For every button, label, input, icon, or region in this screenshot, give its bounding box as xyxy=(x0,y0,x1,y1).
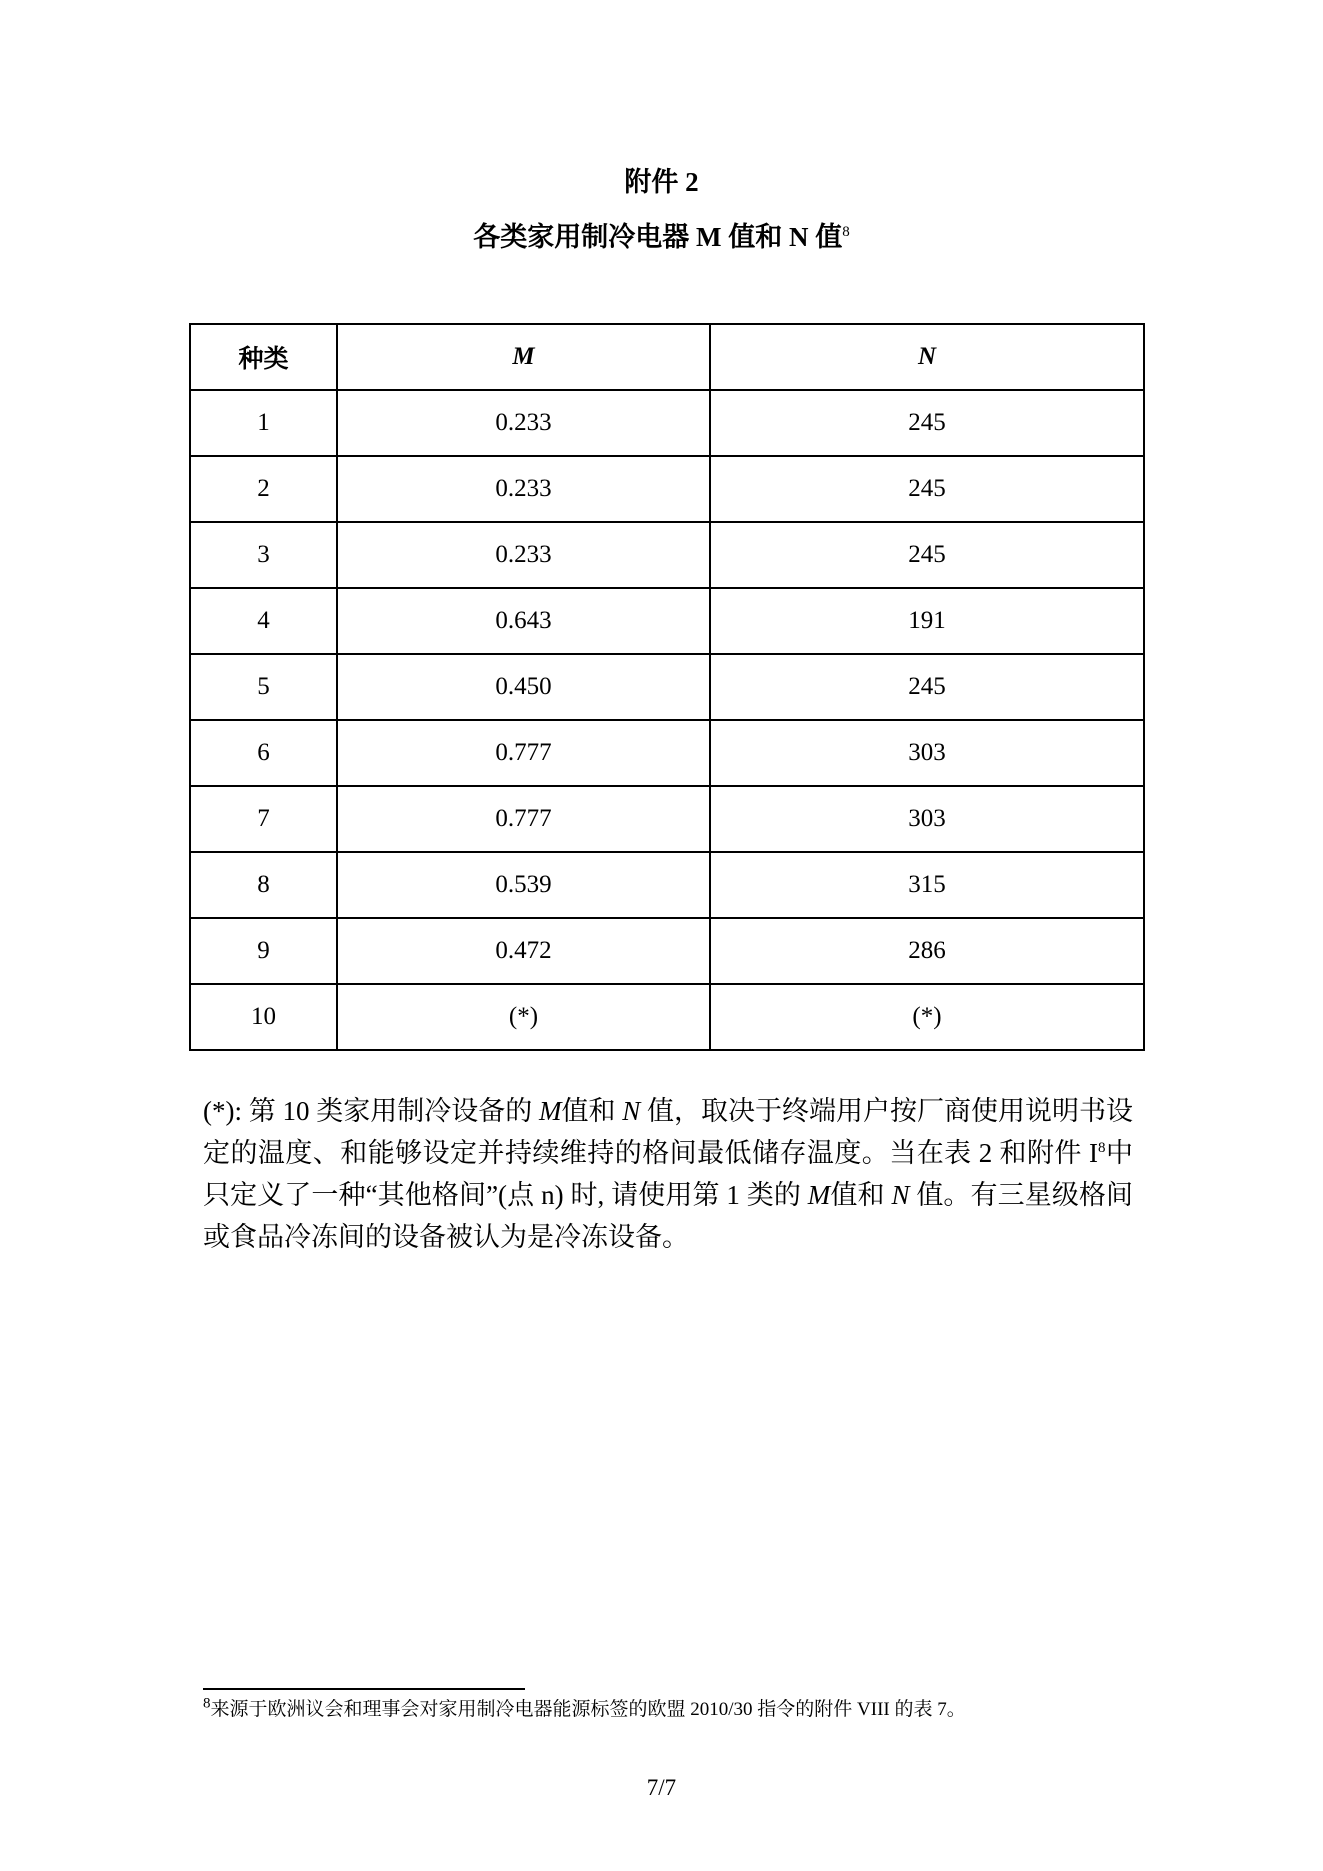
table-row xyxy=(190,522,1144,588)
cell-category: 9 xyxy=(190,918,337,984)
cell-m: 0.233 xyxy=(337,390,710,456)
cell-category: 10 xyxy=(190,984,337,1050)
cell-n: 303 xyxy=(710,786,1144,852)
cell-category: 4 xyxy=(190,588,337,654)
cell-m: 0.643 xyxy=(337,588,710,654)
cell-category: 1 xyxy=(190,390,337,456)
table-row xyxy=(190,984,1144,1050)
cell-m: 0.233 xyxy=(337,456,710,522)
mn-values-table xyxy=(189,323,1145,1051)
cell-m: 0.472 xyxy=(337,918,710,984)
note-text: 值，取决于终端用户按厂商使用说明书设定的温度、和能够设定并持续维持的格间最低储存温度。当在表 2 和附件 I xyxy=(203,1096,1133,1168)
title-footnote-ref: 8 xyxy=(842,224,850,240)
cell-category: 2 xyxy=(190,456,337,522)
note-text: 中只定义了一种“其他格间”(点 n) 时, 请使用第 1 类的 xyxy=(203,1138,1133,1210)
footnote xyxy=(203,1697,1133,1723)
note-text: 值和 xyxy=(830,1180,892,1210)
cell-m: 0.777 xyxy=(337,720,710,786)
footnote-divider xyxy=(203,1688,525,1690)
cell-category: 8 xyxy=(190,852,337,918)
note-n-symbol: N xyxy=(891,1180,910,1210)
header-m: M xyxy=(337,324,710,390)
note-text: 值和 xyxy=(561,1096,623,1126)
note-m-symbol: M xyxy=(807,1180,831,1210)
table-row xyxy=(190,852,1144,918)
footnote-marker: 8 xyxy=(203,1695,211,1712)
cell-n: 245 xyxy=(710,390,1144,456)
page-number: 7/7 xyxy=(646,1775,677,1800)
table-row xyxy=(190,390,1144,456)
table-row xyxy=(190,588,1144,654)
cell-category: 3 xyxy=(190,522,337,588)
cell-m: 0.777 xyxy=(337,786,710,852)
cell-m: 0.233 xyxy=(337,522,710,588)
cell-n: 245 xyxy=(710,654,1144,720)
note-n-symbol: N xyxy=(622,1096,641,1126)
table-header-row xyxy=(190,324,1144,390)
cell-n: 315 xyxy=(710,852,1144,918)
cell-m: 0.539 xyxy=(337,852,710,918)
table-row xyxy=(190,654,1144,720)
cell-m: (*) xyxy=(337,984,710,1050)
cell-category: 6 xyxy=(190,720,337,786)
note-text: 值。有三星级格间或食品冷冻间的设备被认为是冷冻设备。 xyxy=(203,1180,1134,1252)
note-text: (*): 第 10 类家用制冷设备的 xyxy=(203,1096,539,1126)
cell-category: 5 xyxy=(190,654,337,720)
table-row xyxy=(190,918,1144,984)
note-m-symbol: M xyxy=(538,1096,562,1126)
cell-n: 303 xyxy=(710,720,1144,786)
document-title-text: 各类家用制冷电器 M 值和 N 值 xyxy=(473,222,843,252)
document-title xyxy=(0,220,1323,254)
cell-n: (*) xyxy=(710,984,1144,1050)
cell-m: 0.450 xyxy=(337,654,710,720)
cell-n: 245 xyxy=(710,522,1144,588)
cell-n: 245 xyxy=(710,456,1144,522)
footnote-text: 来源于欧洲议会和理事会对家用制冷电器能源标签的欧盟 2010/30 指令的附件 VIII 的表 7。 xyxy=(210,1699,966,1720)
annex-title: 附件 2 xyxy=(624,167,699,197)
table-row xyxy=(190,720,1144,786)
cell-n: 191 xyxy=(710,588,1144,654)
header-category: 种类 xyxy=(190,324,337,390)
table-row xyxy=(190,456,1144,522)
cell-n: 286 xyxy=(710,918,1144,984)
table-row xyxy=(190,786,1144,852)
header-n: N xyxy=(710,324,1144,390)
note-footnote-ref: 8 xyxy=(1098,1140,1106,1156)
cell-category: 7 xyxy=(190,786,337,852)
table-note xyxy=(203,1090,1133,1258)
